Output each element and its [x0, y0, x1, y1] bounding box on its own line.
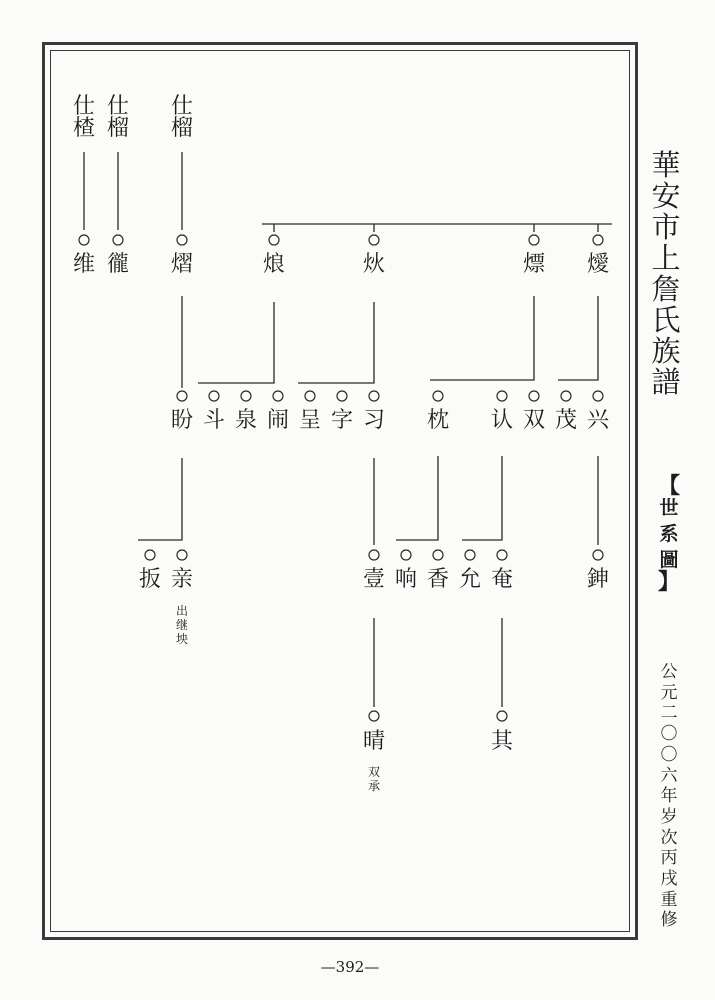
person-name: 习: [362, 408, 385, 433]
person-name: 茂: [554, 408, 577, 433]
node-marker: [369, 391, 379, 401]
ancestor-name: 仕 楂: [72, 94, 95, 141]
node-marker: [79, 235, 89, 245]
ancestor-name: 仕 榴: [170, 94, 193, 141]
person-name: 字: [330, 408, 353, 433]
person-name: 允: [458, 567, 481, 592]
node-marker: [497, 711, 507, 721]
node-marker: [497, 550, 507, 560]
bracket-close: 】: [657, 569, 680, 595]
node-marker: [465, 550, 475, 560]
person-name: 燰: [586, 252, 609, 277]
dual-heir-note: 双 承: [367, 765, 380, 793]
person-name: 盼: [170, 408, 193, 433]
bracket-open: 【: [657, 473, 680, 499]
person-name: 扳: [138, 567, 161, 592]
person-name: 烺: [262, 252, 285, 277]
node-marker: [593, 391, 603, 401]
node-marker: [369, 711, 379, 721]
node-marker: [529, 235, 539, 245]
revision-date: 公 元 二 〇 〇 六 年 岁 次 丙 戌 重 修: [660, 662, 678, 931]
person-name: 徿: [106, 252, 129, 277]
node-marker: [369, 235, 379, 245]
node-marker: [561, 391, 571, 401]
tree-line: [396, 456, 438, 540]
node-marker: [497, 391, 507, 401]
node-marker: [337, 391, 347, 401]
person-name: 响: [394, 567, 417, 592]
person-name: 双: [522, 408, 545, 433]
person-name: 泉: [234, 408, 257, 433]
person-name: 壹: [362, 567, 385, 592]
page-number: —392—: [320, 958, 380, 976]
node-marker: [113, 235, 123, 245]
node-marker: [401, 550, 411, 560]
section-title: 世 系 圖: [659, 497, 679, 571]
node-marker: [177, 235, 187, 245]
section-label: [652, 473, 686, 595]
person-name: 认: [490, 408, 513, 433]
person-name: 兴: [586, 408, 609, 433]
tree-line: [558, 296, 598, 380]
person-name: 其: [490, 729, 513, 754]
node-marker: [593, 235, 603, 245]
person-name: 熠: [170, 252, 193, 277]
node-marker: [209, 391, 219, 401]
person-name: 鉮: [586, 567, 609, 592]
person-name: 晴: [362, 729, 385, 754]
node-marker: [177, 550, 187, 560]
tree-line: [298, 302, 374, 383]
person-name: 香: [426, 567, 449, 592]
node-marker: [529, 391, 539, 401]
person-name: 斗: [202, 408, 225, 433]
person-name: 闹: [266, 408, 289, 433]
node-marker: [269, 235, 279, 245]
person-name: 枕: [426, 408, 449, 433]
person-name: 熛: [522, 252, 545, 277]
person-name: 亲: [170, 567, 193, 592]
person-name: 奄: [490, 567, 513, 592]
node-marker: [433, 391, 443, 401]
book-title: 華 安 市 上 詹 氏 族 譜: [651, 148, 681, 399]
tree-line: [462, 456, 502, 540]
person-name: 呈: [298, 408, 321, 433]
node-marker: [593, 550, 603, 560]
node-marker: [369, 550, 379, 560]
node-marker: [273, 391, 283, 401]
person-name: 维: [72, 252, 95, 277]
adoption-note: 出 继 坱: [175, 604, 188, 646]
node-marker: [433, 550, 443, 560]
person-name: 炏: [362, 252, 385, 277]
node-marker: [177, 391, 187, 401]
tree-line: [198, 302, 274, 383]
node-marker: [305, 391, 315, 401]
tree-line: [138, 458, 182, 540]
ancestor-name: 仕 榴: [106, 94, 129, 141]
tree-line: [430, 296, 534, 380]
node-marker: [241, 391, 251, 401]
node-marker: [145, 550, 155, 560]
